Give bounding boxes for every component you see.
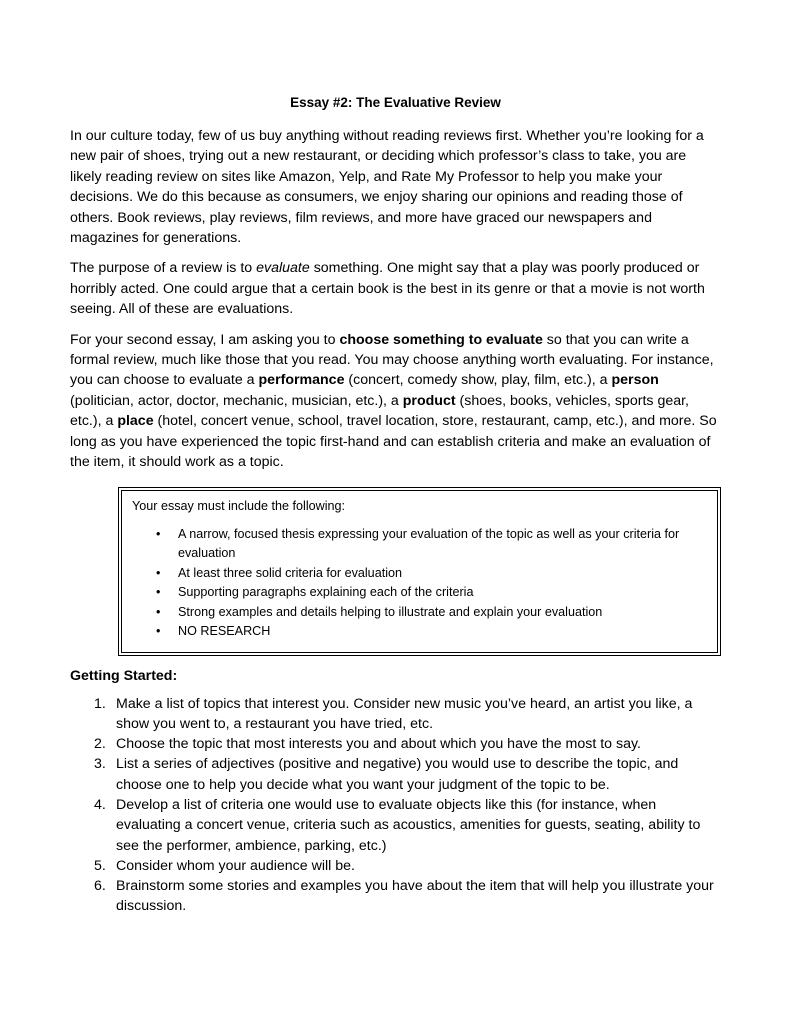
step-text: Make a list of topics that interest you. Consider new music you’ve heard, an artist you like, a show you went to, a restaurant you have tried, etc. bbox=[116, 695, 693, 732]
step-number: 1. bbox=[94, 695, 106, 712]
step-text: Develop a list of criteria one would use to evaluate objects like this (for instance, when evaluating a concert venue, criteria such as acoustics, amenities for guests, seating, ability to see the performer, ambience, parking, etc.) bbox=[116, 796, 701, 854]
bullet-icon: • bbox=[156, 565, 161, 580]
bullet-icon: • bbox=[156, 526, 161, 541]
step-item bbox=[94, 694, 721, 735]
step-number: 2. bbox=[94, 736, 106, 753]
step-text: Brainstorm some stories and examples you have about the item that will help you illustrate your discussion. bbox=[116, 878, 714, 915]
purpose-emphasis: evaluate bbox=[256, 260, 310, 277]
purpose-text-2: something. One might say that a play was poorly produced or horribly acted. One could argue that a certain book is the best in its genre or that a movie is not worth seeing. All of these are evaluations. bbox=[70, 260, 705, 318]
requirement-item bbox=[156, 583, 707, 603]
assignment-text-1: For your second essay, I am asking you to bbox=[70, 331, 340, 348]
step-text: Consider whom your audience will be. bbox=[116, 857, 355, 874]
step-number: 4. bbox=[94, 796, 106, 813]
assignment-text-6: (hotel, concert venue, school, travel location, store, restaurant, camp, etc.), and more. So long as you have experienced the topic first-hand and can establish criteria and make an evaluation of the item, it should work as a topic. bbox=[70, 413, 717, 471]
requirement-text: NO RESEARCH bbox=[178, 624, 271, 638]
assignment-emphasis: choose something to evaluate bbox=[339, 331, 543, 348]
option-product: product bbox=[402, 392, 456, 409]
step-text: List a series of adjectives (positive and negative) you would use to describe the topic, and choose one to help you decide what you want your judgment of the topic to be. bbox=[116, 756, 679, 793]
step-item bbox=[94, 795, 721, 856]
step-text: Choose the topic that most interests you and about which you have the most to say. bbox=[116, 736, 641, 753]
step-number: 3. bbox=[94, 756, 106, 773]
requirement-text: Strong examples and details helping to illustrate and explain your evaluation bbox=[178, 604, 603, 619]
requirement-item bbox=[156, 564, 707, 584]
option-performance: performance bbox=[258, 372, 345, 389]
step-number: 6. bbox=[94, 878, 106, 895]
requirement-text: At least three solid criteria for evaluation bbox=[178, 565, 403, 580]
option-person: person bbox=[611, 372, 659, 389]
purpose-paragraph bbox=[70, 258, 721, 319]
bullet-icon: • bbox=[156, 624, 161, 638]
requirement-text: Supporting paragraphs explaining each of the criteria bbox=[178, 585, 474, 599]
assignment-text-4: (politician, actor, doctor, mechanic, musician, etc.), a bbox=[70, 392, 403, 409]
requirement-item bbox=[156, 603, 707, 623]
requirement-item bbox=[156, 622, 707, 642]
requirement-item bbox=[156, 525, 707, 564]
intro-paragraph: In our culture today, few of us buy anything without reading reviews first. Whether you’re looking for a new pair of shoes, trying out a new restaurant, or deciding which professor’s class to take, you are likely reading review on sites like Amazon, Yelp, and Rate My Professor to help you make your decisions. We do this because as consumers, we enjoy sharing our opinions and reading those of others. Book reviews, play reviews, film reviews, and more have graced our newspapers and magazines for generations. bbox=[70, 128, 704, 247]
assignment-paragraph bbox=[70, 330, 721, 473]
page-title: Essay #2: The Evaluative Review bbox=[290, 95, 501, 110]
step-item bbox=[94, 856, 721, 876]
assignment-text-5: (shoes, books, vehicles, sports gear, etc.), a bbox=[70, 392, 689, 430]
purpose-text-1: The purpose of a review is to bbox=[70, 260, 257, 277]
step-number: 5. bbox=[94, 857, 106, 874]
getting-started-heading: Getting Started: bbox=[70, 667, 178, 684]
steps-list bbox=[70, 694, 721, 917]
requirements-box bbox=[118, 487, 721, 656]
requirement-text: A narrow, focused thesis expressing your evaluation of the topic as well as your criteria for evaluation bbox=[178, 526, 680, 560]
option-place: place bbox=[117, 413, 154, 430]
bullet-icon: • bbox=[156, 585, 161, 599]
requirements-list bbox=[132, 525, 707, 642]
step-item bbox=[94, 734, 721, 754]
requirements-intro: Your essay must include the following: bbox=[132, 498, 346, 513]
assignment-text-2: so that you can write a formal review, much like those that you read. You may choose anything worth evaluating. For instance, you can choose to evaluate a bbox=[70, 331, 714, 389]
step-item bbox=[94, 876, 721, 917]
step-item bbox=[94, 754, 721, 795]
assignment-text-3: (concert, comedy show, play, film, etc.), a bbox=[344, 372, 612, 389]
bullet-icon: • bbox=[156, 604, 161, 619]
